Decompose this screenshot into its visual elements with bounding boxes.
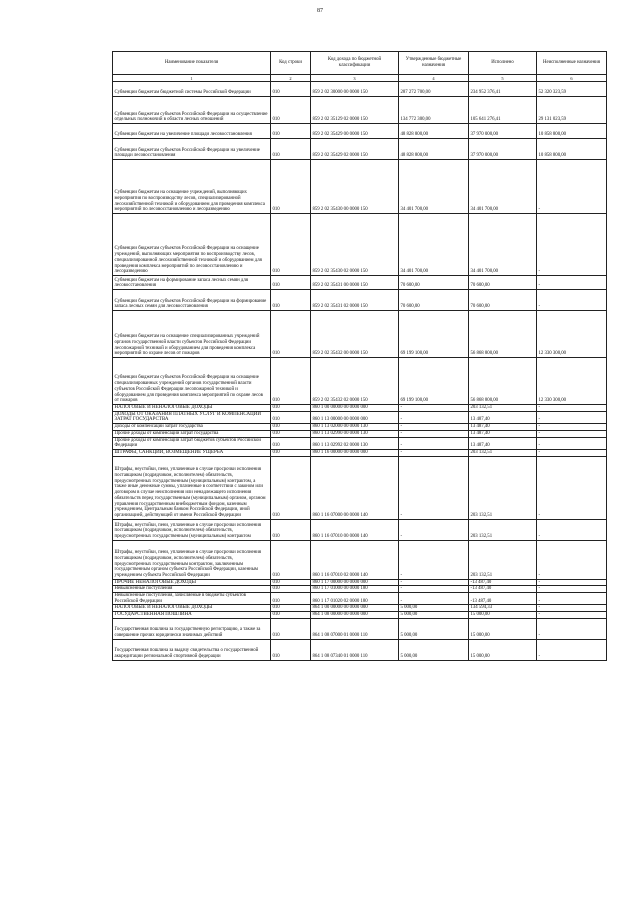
row-line-code: 010	[271, 405, 311, 412]
row-line-code: 010	[271, 593, 311, 605]
row-revenue-code: 860 1 13 02992 02 0000 130	[311, 437, 399, 449]
page-number: 87	[317, 8, 323, 14]
row-executed: 105 641 276,41	[469, 97, 537, 124]
row-approved: 134 772 300,00	[399, 97, 469, 124]
row-name: НАЛОГОВЫЕ И НЕНАЛОГОВЫЕ ДОХОДЫ	[113, 605, 271, 612]
row-line-code: 010	[271, 139, 311, 160]
row-unexecuted: 10 858 800,00	[537, 124, 607, 139]
row-approved: -	[399, 411, 469, 423]
row-revenue-code: 860 1 13 02990 00 0000 130	[311, 430, 399, 437]
table-row	[113, 290, 607, 311]
row-line-code: 010	[271, 124, 311, 139]
row-approved: 34 401 700,00	[399, 160, 469, 214]
row-approved: 5 000,00	[399, 639, 469, 660]
row-line-code: 010	[271, 437, 311, 449]
row-line-code: 010	[271, 456, 311, 519]
row-approved: -	[399, 405, 469, 412]
row-executed: -13 487,40	[469, 579, 537, 586]
row-unexecuted: -	[537, 618, 607, 639]
row-line-code: 010	[271, 97, 311, 124]
table-row	[113, 276, 607, 290]
row-unexecuted: 12 330 300,00	[537, 358, 607, 405]
row-name: ДОХОДЫ ОТ ОКАЗАНИЯ ПЛАТНЫХ УСЛУГ И КОМПЕНСАЦИИ ЗАТРАТ ГОСУДАРСТВА	[113, 411, 271, 423]
row-unexecuted: -	[537, 519, 607, 540]
row-name: Прочие доходы от компенсации затрат бюджетов субъектов Российской Федерации	[113, 437, 271, 449]
row-executed: 203 132,51	[469, 449, 537, 456]
row-unexecuted: -	[537, 405, 607, 412]
table-row	[113, 97, 607, 124]
row-approved: -	[399, 540, 469, 579]
row-unexecuted: -	[537, 456, 607, 519]
table-row	[113, 139, 607, 160]
row-revenue-code: 860 1 17 01020 02 0000 180	[311, 593, 399, 605]
column-number: 3	[311, 75, 399, 82]
row-line-code: 010	[271, 430, 311, 437]
row-executed: 56 868 800,00	[469, 311, 537, 358]
row-unexecuted: -	[537, 424, 607, 431]
row-approved: 48 828 800,00	[399, 139, 469, 160]
row-revenue-code: 864 1 08 07000 01 0000 110	[311, 618, 399, 639]
table-row	[113, 540, 607, 579]
row-line-code: 010	[271, 424, 311, 431]
row-name: Государственная пошлина за выдачу свидетельства о государственной аккредитации региональной спортивной федерации	[113, 639, 271, 660]
row-unexecuted: 12 330 300,00	[537, 311, 607, 358]
row-approved: 5 000,00	[399, 618, 469, 639]
row-unexecuted: 52 320 323,59	[537, 82, 607, 97]
row-executed: 134 594,33	[469, 605, 537, 612]
row-executed: 234 952 376,41	[469, 82, 537, 97]
table-row	[113, 311, 607, 358]
table-row	[113, 618, 607, 639]
row-unexecuted: -	[537, 593, 607, 605]
row-unexecuted: -	[537, 160, 607, 214]
row-name: Субвенции бюджетам бюджетной системы Российской Федерации	[113, 82, 271, 97]
row-name: ГОСУДАРСТВЕННАЯ ПОШЛИНА	[113, 612, 271, 619]
row-unexecuted: -	[537, 276, 607, 290]
revenue-table	[112, 51, 607, 661]
row-revenue-code: 859 2 02 30000 00 0000 150	[311, 82, 399, 97]
row-revenue-code: 864 1 00 00000 00 0000 000	[311, 605, 399, 612]
row-unexecuted: 29 131 023,59	[537, 97, 607, 124]
row-approved: -	[399, 430, 469, 437]
row-revenue-code: 864 1 08 00000 00 0000 000	[311, 612, 399, 619]
row-executed: 203 132,51	[469, 519, 537, 540]
row-unexecuted: -	[537, 540, 607, 579]
row-name: Субвенции бюджетам субъектов Российской Федерации на осуществление отдельных полномочий в области лесных отношений	[113, 97, 271, 124]
table-row	[113, 437, 607, 449]
row-executed: -13 487,40	[469, 586, 537, 593]
row-name: Невыясненные поступления, зачисляемые в бюджеты субъектов Российской Федерации	[113, 593, 271, 605]
row-revenue-code: 859 2 02 35430 00 0000 150	[311, 160, 399, 214]
row-name: ПРОЧИЕ НЕНАЛОГОВЫЕ ДОХОДЫ	[113, 579, 271, 586]
row-approved: 34 401 700,00	[399, 214, 469, 276]
row-revenue-code: 860 1 16 00000 00 0000 000	[311, 449, 399, 456]
row-unexecuted: -	[537, 612, 607, 619]
header-name: Наименование показателя	[113, 52, 271, 75]
row-line-code: 010	[271, 411, 311, 423]
row-line-code: 010	[271, 605, 311, 612]
row-approved: 5 000,00	[399, 605, 469, 612]
row-revenue-code: 860 1 16 07010 00 0000 140	[311, 519, 399, 540]
row-executed: 203 132,51	[469, 540, 537, 579]
row-line-code: 010	[271, 276, 311, 290]
table-row	[113, 579, 607, 586]
row-executed: 37 970 000,00	[469, 124, 537, 139]
row-name: Штрафы, неустойки, пени, уплаченные в случае просрочки исполнения поставщиком (подрядчиком, исполнителем) обязательств, предусмотренных государственным (муниципальным) контрактом, а также иные денежные суммы, уплаченные в соответствии с законом или договором в случае неисполнения или ненадлежащего исполнения обязательств перед государственным (муниципальным) органом, органом управления государственным внебюджетным фондом, казенным учреждением, Центральным банком Российской Федерации, иной организацией, действующей от имени Российской Федерации	[113, 456, 271, 519]
row-name: Прочие доходы от компенсации затрат государства	[113, 430, 271, 437]
column-number: 5	[469, 75, 537, 82]
header-executed: Исполнено	[469, 52, 537, 75]
row-revenue-code: 860 1 17 00000 00 0000 000	[311, 579, 399, 586]
row-executed: 34 401 700,00	[469, 160, 537, 214]
header-unexecuted: Неисполненные назначения	[537, 52, 607, 75]
row-revenue-code: 859 2 02 35429 00 0000 150	[311, 124, 399, 139]
row-line-code: 010	[271, 449, 311, 456]
row-approved: -	[399, 579, 469, 586]
table-row	[113, 456, 607, 519]
row-approved: -	[399, 437, 469, 449]
table-row	[113, 424, 607, 431]
row-revenue-code: 859 2 02 35429 02 0000 150	[311, 139, 399, 160]
header-line-code: Код строки	[271, 52, 311, 75]
row-line-code: 010	[271, 358, 311, 405]
row-name: Штрафы, неустойки, пени, уплаченные в случае просрочки исполнения поставщиком (подрядчиком, исполнителем) обязательств, предусмотренных государственным контрактом, заключенным государственным органом субъекта Российской Федерации, казенным учреждением субъекта Российской Федерации	[113, 540, 271, 579]
row-line-code: 010	[271, 618, 311, 639]
table-row	[113, 612, 607, 619]
row-name: ШТРАФЫ, САНКЦИИ, ВОЗМЕЩЕНИЕ УЩЕРБА	[113, 449, 271, 456]
row-revenue-code: 859 2 02 35129 02 0000 150	[311, 97, 399, 124]
table-row	[113, 358, 607, 405]
row-revenue-code: 864 1 08 07340 01 0000 110	[311, 639, 399, 660]
column-number: 4	[399, 75, 469, 82]
row-name: Субвенции бюджетам субъектов Российской Федерации на оснащение учреждений, выполняющих мероприятия по воспроизводству лесов, специализированной лесохозяйственной техникой и оборудованием для проведения комплекса мероприятий по лесовосстановлению и лесоразведению	[113, 214, 271, 276]
row-line-code: 010	[271, 519, 311, 540]
row-revenue-code: 860 1 17 01000 00 0000 180	[311, 586, 399, 593]
row-approved: 70 600,00	[399, 290, 469, 311]
table-row	[113, 405, 607, 412]
table-row	[113, 593, 607, 605]
row-approved: -	[399, 593, 469, 605]
row-unexecuted: -	[537, 290, 607, 311]
row-executed: 203 132,51	[469, 456, 537, 519]
row-executed: 34 401 700,00	[469, 214, 537, 276]
row-approved: -	[399, 456, 469, 519]
row-unexecuted: -	[537, 214, 607, 276]
row-approved: -	[399, 424, 469, 431]
row-unexecuted: -	[537, 411, 607, 423]
table-row	[113, 449, 607, 456]
row-executed: 37 970 000,00	[469, 139, 537, 160]
row-name: Субвенции бюджетам субъектов Российской Федерации на оснащение специализированных учреждений органов государственной власти субъектов Российской Федерации лесопожарной техникой и оборудованием для проведения комплекса мероприятий по охране лесов от пожаров	[113, 358, 271, 405]
table-row	[113, 519, 607, 540]
row-executed: 13 487,40	[469, 424, 537, 431]
row-revenue-code: 860 1 13 00000 00 0000 000	[311, 411, 399, 423]
row-approved: -	[399, 519, 469, 540]
row-unexecuted: -	[537, 449, 607, 456]
row-executed: 15 000,00	[469, 639, 537, 660]
row-unexecuted: -	[537, 586, 607, 593]
row-line-code: 010	[271, 586, 311, 593]
row-name: Невыясненные поступления	[113, 586, 271, 593]
table-row	[113, 605, 607, 612]
row-name: Субвенции бюджетам субъектов Российской Федерации на увеличение площади лесовосстановления	[113, 139, 271, 160]
row-line-code: 010	[271, 214, 311, 276]
row-line-code: 010	[271, 160, 311, 214]
table-row	[113, 82, 607, 97]
row-executed: -13 487,40	[469, 593, 537, 605]
row-executed: 203 132,51	[469, 405, 537, 412]
row-unexecuted: 10 858 800,00	[537, 139, 607, 160]
table-row	[113, 430, 607, 437]
row-revenue-code: 860 1 13 02000 00 0000 130	[311, 424, 399, 431]
column-number: 2	[271, 75, 311, 82]
row-line-code: 010	[271, 612, 311, 619]
row-name: Субвенции бюджетам на увеличение площади лесовосстановления	[113, 124, 271, 139]
row-approved: 5 000,00	[399, 612, 469, 619]
row-executed: 13 487,40	[469, 430, 537, 437]
table-row	[113, 411, 607, 423]
row-executed: 15 000,00	[469, 618, 537, 639]
table-body	[113, 82, 607, 661]
row-revenue-code: 860 1 00 00000 00 0000 000	[311, 405, 399, 412]
table-row	[113, 214, 607, 276]
row-approved: -	[399, 449, 469, 456]
row-revenue-code: 859 2 02 35431 02 0000 150	[311, 290, 399, 311]
table-row	[113, 586, 607, 593]
row-unexecuted: -	[537, 605, 607, 612]
row-name: Государственная пошлина за государственную регистрацию, а также за совершение прочих юридически значимых действий	[113, 618, 271, 639]
table-row	[113, 160, 607, 214]
row-name: Субвенции бюджетам субъектов Российской Федерации на формирование запаса лесных семян для лесовосстановления	[113, 290, 271, 311]
row-revenue-code: 859 2 02 35431 00 0000 150	[311, 276, 399, 290]
row-name: Субвенции бюджетам на формирование запаса лесных семян для лесовосстановления	[113, 276, 271, 290]
row-unexecuted: -	[537, 437, 607, 449]
column-number: 6	[537, 75, 607, 82]
row-executed: 13 487,40	[469, 411, 537, 423]
row-unexecuted: -	[537, 430, 607, 437]
row-name: Субвенции бюджетам на оснащение учреждений, выполняющих мероприятия по воспроизводству лесов, специализированной лесохозяйственной техникой и оборудованием для проведения комплекса мероприятий по лесовосстановлению и лесоразведению	[113, 160, 271, 214]
row-line-code: 010	[271, 639, 311, 660]
row-revenue-code: 859 2 02 35432 02 0000 150	[311, 358, 399, 405]
header-approved: Утвержденные бюджетные назначения	[399, 52, 469, 75]
row-executed: 70 600,00	[469, 290, 537, 311]
row-unexecuted: -	[537, 639, 607, 660]
row-approved: 69 199 100,00	[399, 311, 469, 358]
row-revenue-code: 859 2 02 35432 00 0000 150	[311, 311, 399, 358]
row-approved: 287 272 700,00	[399, 82, 469, 97]
row-unexecuted: -	[537, 579, 607, 586]
row-line-code: 010	[271, 579, 311, 586]
row-line-code: 010	[271, 540, 311, 579]
row-executed: 70 600,00	[469, 276, 537, 290]
row-revenue-code: 860 1 16 07010 02 0000 140	[311, 540, 399, 579]
header-revenue-code: Код дохода по бюджетной классификации	[311, 52, 399, 75]
row-approved: -	[399, 586, 469, 593]
row-name: Штрафы, неустойки, пени, уплаченные в случае просрочки исполнения поставщиком (подрядчиком, исполнителем) обязательств, предусмотренных государственным (муниципальным) контрактом	[113, 519, 271, 540]
row-name: Субвенции бюджетам на оснащение специализированных учреждений органов государственной власти субъектов Российской Федерации лесопожарной техникой и оборудованием для проведения комплекса мероприятий по охране лесов от пожаров	[113, 311, 271, 358]
row-executed: 15 000,00	[469, 612, 537, 619]
table-row	[113, 639, 607, 660]
row-line-code: 010	[271, 82, 311, 97]
row-executed: 13 487,40	[469, 437, 537, 449]
row-approved: 70 600,00	[399, 276, 469, 290]
row-line-code: 010	[271, 290, 311, 311]
row-approved: 48 828 800,00	[399, 124, 469, 139]
row-executed: 56 868 800,00	[469, 358, 537, 405]
row-revenue-code: 859 2 02 35430 02 0000 150	[311, 214, 399, 276]
row-name: Доходы от компенсации затрат государства	[113, 424, 271, 431]
table-row	[113, 124, 607, 139]
row-name: НАЛОГОВЫЕ И НЕНАЛОГОВЫЕ ДОХОДЫ	[113, 405, 271, 412]
row-approved: 69 199 100,00	[399, 358, 469, 405]
column-number: 1	[113, 75, 271, 82]
row-revenue-code: 860 1 16 07000 00 0000 140	[311, 456, 399, 519]
row-line-code: 010	[271, 311, 311, 358]
